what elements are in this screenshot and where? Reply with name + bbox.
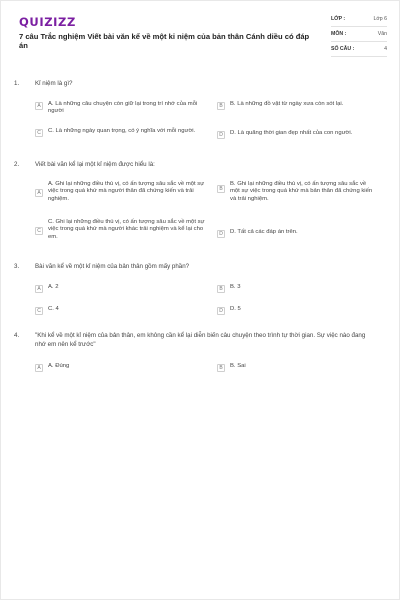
option-letter: A bbox=[35, 285, 43, 293]
option-letter: B bbox=[217, 285, 225, 293]
meta-value: Lớp 6 bbox=[373, 16, 387, 22]
option-text: D. 5 bbox=[230, 306, 241, 312]
question-number: 2. bbox=[14, 161, 20, 168]
option-text: C. Ghi lại những điều thú vị, có ấn tượng sâu sắc về một sự việc trong quá khứ mà người khác trải nghiệm và kể lại cho em. bbox=[48, 219, 205, 240]
option-letter: D bbox=[217, 230, 225, 238]
meta-label: SỐ CÂU : bbox=[331, 46, 355, 52]
option-text: A. 2 bbox=[48, 284, 59, 290]
option-a[interactable] bbox=[35, 363, 205, 372]
option-d[interactable] bbox=[217, 229, 377, 238]
option-letter: A bbox=[35, 102, 43, 110]
option-letter: B bbox=[217, 185, 225, 193]
question-text: "Khi kể về một kỉ niệm của bản thân, em không cần kể lại diễn biến câu chuyện theo trình tự thời gian. Sự việc nào đang nhớ em nên kể trước" bbox=[35, 332, 366, 348]
option-text: A. Ghi lại những điều thú vị, có ấn tượng sâu sắc về một sự việc trong quá khứ mà người thân đã chứng kiến và trải nghiệm. bbox=[48, 181, 205, 202]
option-d[interactable] bbox=[217, 130, 377, 139]
option-text: A. Đúng bbox=[48, 363, 70, 369]
option-a[interactable] bbox=[35, 101, 205, 116]
worksheet-title: 7 câu Trắc nghiệm Viết bài văn kể về một kỉ niệm của bản thân Cánh diều có đáp án bbox=[19, 32, 310, 50]
option-letter: C bbox=[35, 307, 43, 315]
meta-value: Văn bbox=[377, 31, 387, 37]
option-letter: C bbox=[35, 227, 43, 235]
meta-value: 4 bbox=[384, 46, 387, 52]
option-text: C. 4 bbox=[48, 306, 59, 312]
option-text: D. Là quãng thời gian đẹp nhất của con người. bbox=[230, 130, 353, 136]
option-letter: B bbox=[217, 102, 225, 110]
option-b[interactable] bbox=[217, 284, 377, 293]
option-letter: A bbox=[35, 189, 43, 197]
option-letter: D bbox=[217, 307, 225, 315]
option-text: A. Là những câu chuyện còn giữ lại trong trí nhớ của mỗi người bbox=[48, 101, 198, 115]
meta-label: LỚP : bbox=[331, 16, 346, 22]
question-number: 4. bbox=[14, 332, 20, 339]
option-letter: D bbox=[217, 131, 225, 139]
option-b[interactable] bbox=[217, 181, 377, 203]
meta-label: MÔN : bbox=[331, 31, 347, 37]
option-letter: C bbox=[35, 129, 43, 137]
option-text: B. Là những đồ vật từ ngày xưa còn sót lại. bbox=[230, 101, 344, 107]
option-a[interactable] bbox=[35, 284, 205, 293]
meta-row-question-count bbox=[331, 42, 387, 57]
question-number: 1. bbox=[14, 80, 20, 87]
question-text: Kỉ niệm là gì? bbox=[35, 80, 73, 87]
option-d[interactable] bbox=[217, 306, 377, 315]
option-c[interactable] bbox=[35, 306, 205, 315]
question-number: 3. bbox=[14, 263, 20, 270]
option-a[interactable] bbox=[35, 181, 207, 203]
meta-row-grade bbox=[331, 12, 387, 27]
option-b[interactable] bbox=[217, 363, 377, 372]
option-text: B. 3 bbox=[230, 284, 241, 290]
quizizz-logo: QUIZIZZ bbox=[19, 15, 76, 29]
question-text: Viết bài văn kể lại một kỉ niệm được hiểu là: bbox=[35, 161, 155, 168]
option-text: B. Sai bbox=[230, 363, 246, 369]
option-text: D. Tất cả các đáp án trên. bbox=[230, 229, 298, 235]
option-b[interactable] bbox=[217, 101, 377, 110]
question-text: Bài văn kể về một kỉ niệm của bản thân gồm mấy phần? bbox=[35, 263, 190, 270]
meta-row-subject bbox=[331, 27, 387, 42]
option-c[interactable] bbox=[35, 128, 205, 137]
option-letter: A bbox=[35, 364, 43, 372]
option-c[interactable] bbox=[35, 219, 207, 241]
option-text: B. Ghi lại những điều thú vị, có ấn tượng sâu sắc về một sự việc trong quá khứ mà bản thân đã chứng kiến và trải nghiệm. bbox=[230, 181, 373, 202]
option-letter: B bbox=[217, 364, 225, 372]
worksheet-meta bbox=[331, 12, 387, 57]
option-text: C. Là những ngày quan trọng, có ý nghĩa với mỗi người. bbox=[48, 128, 196, 134]
